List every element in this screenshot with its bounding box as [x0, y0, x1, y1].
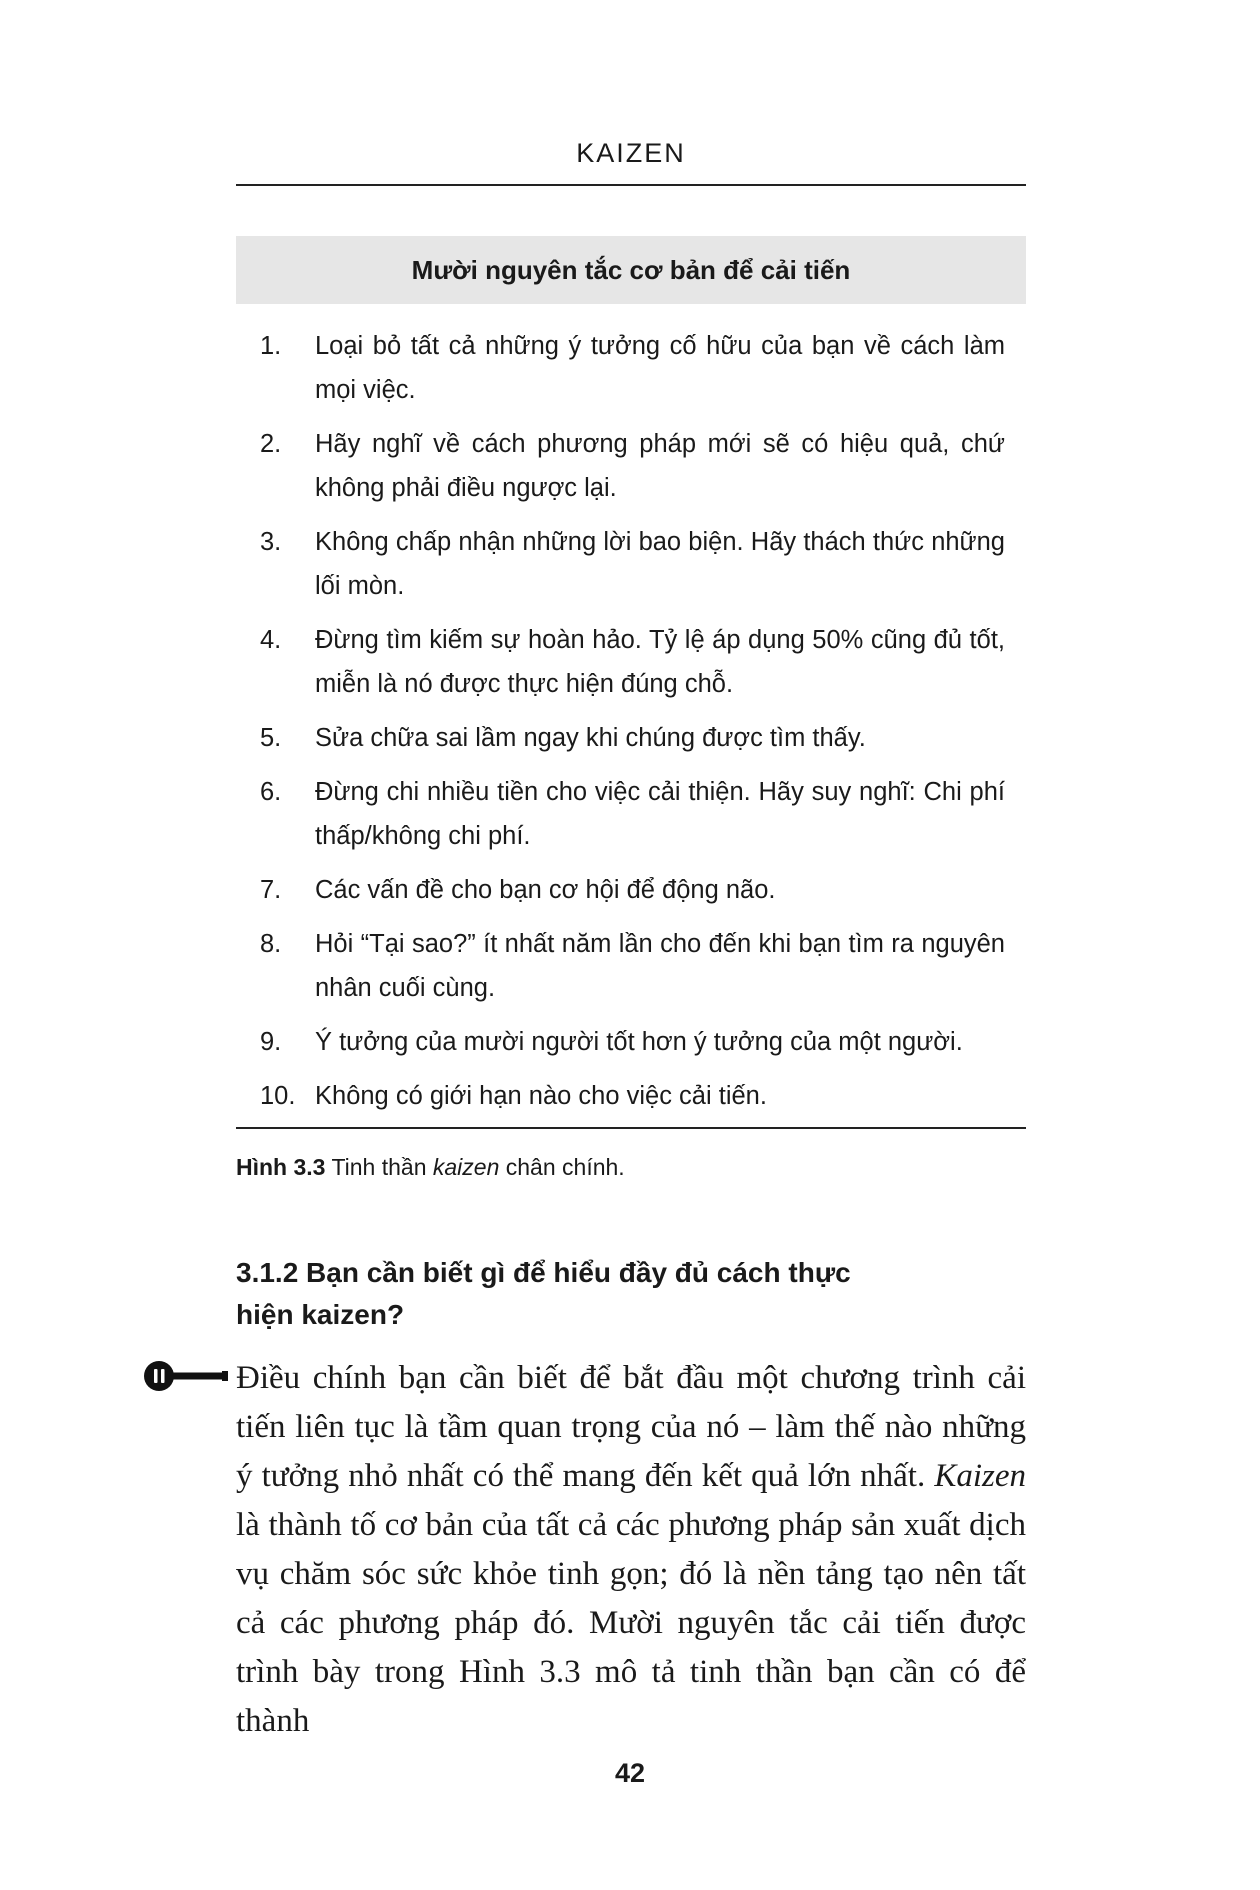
figure-bottom-divider	[236, 1127, 1026, 1129]
body-text-italic: Kaizen	[934, 1458, 1026, 1494]
list-item-text: Loại bỏ tất cả những ý tưởng cố hữu của bạn về cách làm mọi việc.	[315, 332, 1005, 404]
list-item	[260, 618, 1005, 706]
figure-caption-italic: kaizen	[432, 1154, 500, 1180]
list-item-text: Sửa chữa sai lầm ngay khi chúng được tìm thấy.	[315, 724, 866, 752]
list-item-number: 1.	[260, 332, 282, 360]
list-item	[260, 1020, 1005, 1064]
list-item-text: Không có giới hạn nào cho việc cải tiến.	[315, 1082, 767, 1110]
list-item	[260, 422, 1005, 510]
list-item-text: Đừng chi nhiều tiền cho việc cải thiện. Hãy suy nghĩ: Chi phí thấp/không chi phí.	[315, 778, 1005, 850]
key-icon	[140, 1356, 230, 1396]
body-text-part2: là thành tố cơ bản của tất cả các phương pháp sản xuất dịch vụ chăm sóc sức khỏe tinh gọn; đó là nền tảng tạo nên tất cả các phương pháp đó. Mười nguyên tắc cải tiến được trình bày trong Hình 3.3 mô tả tinh thần bạn cần có để thành	[236, 1507, 1026, 1739]
list-item-text: Đừng tìm kiếm sự hoàn hảo. Tỷ lệ áp dụng 50% cũng đủ tốt, miễn là nó được thực hiện đúng chỗ.	[315, 626, 1005, 698]
list-item-number: 3.	[260, 528, 282, 556]
list-item	[260, 922, 1005, 1010]
body-paragraph	[236, 1354, 1026, 1746]
list-item-text: Hỏi “Tại sao?” ít nhất năm lần cho đến khi bạn tìm ra nguyên nhân cuối cùng.	[315, 930, 1005, 1002]
list-item-text: Hãy nghĩ về cách phương pháp mới sẽ có hiệu quả, chứ không phải điều ngược lại.	[315, 430, 1005, 502]
list-item-number: 4.	[260, 626, 282, 654]
list-item-number: 9.	[260, 1028, 282, 1056]
figure-caption-text-pre: Tinh thần	[325, 1154, 433, 1180]
running-header: KAIZEN	[576, 138, 686, 168]
principles-list	[260, 324, 1005, 1128]
list-item-number: 10.	[260, 1082, 296, 1110]
list-item-text: Ý tưởng của mười người tốt hơn ý tưởng của một người.	[315, 1028, 963, 1056]
list-item	[260, 770, 1005, 858]
header-divider	[236, 184, 1026, 186]
list-item-number: 7.	[260, 876, 282, 904]
list-item	[260, 324, 1005, 412]
list-item-number: 8.	[260, 930, 282, 958]
list-item	[260, 1074, 1005, 1118]
figure-caption-label: Hình 3.3	[236, 1154, 326, 1180]
list-item	[260, 868, 1005, 912]
page-number: 42	[614, 1758, 646, 1788]
list-item-text: Không chấp nhận những lời bao biện. Hãy thách thức những lối mòn.	[315, 528, 1005, 600]
body-text-part1: Điều chính bạn cần biết để bắt đầu một chương trình cải tiến liên tục là tầm quan trọng của nó – làm thế nào những ý tưởng nhỏ nhất có thể mang đến kết quả lớn nhất.	[236, 1360, 1026, 1494]
list-item	[260, 520, 1005, 608]
list-item	[260, 716, 1005, 760]
section-heading: 3.1.2 Bạn cần biết gì để hiểu đầy đủ cách thực hiện kaizen?	[236, 1257, 851, 1330]
list-item-text: Các vấn đề cho bạn cơ hội để động não.	[315, 876, 776, 904]
figure-caption-text-post: chân chính.	[499, 1154, 625, 1180]
figure-box-title: Mười nguyên tắc cơ bản để cải tiến	[236, 236, 1026, 304]
figure-caption	[236, 1154, 625, 1181]
list-item-number: 6.	[260, 778, 282, 806]
list-item-number: 2.	[260, 430, 282, 458]
list-item-number: 5.	[260, 724, 282, 752]
